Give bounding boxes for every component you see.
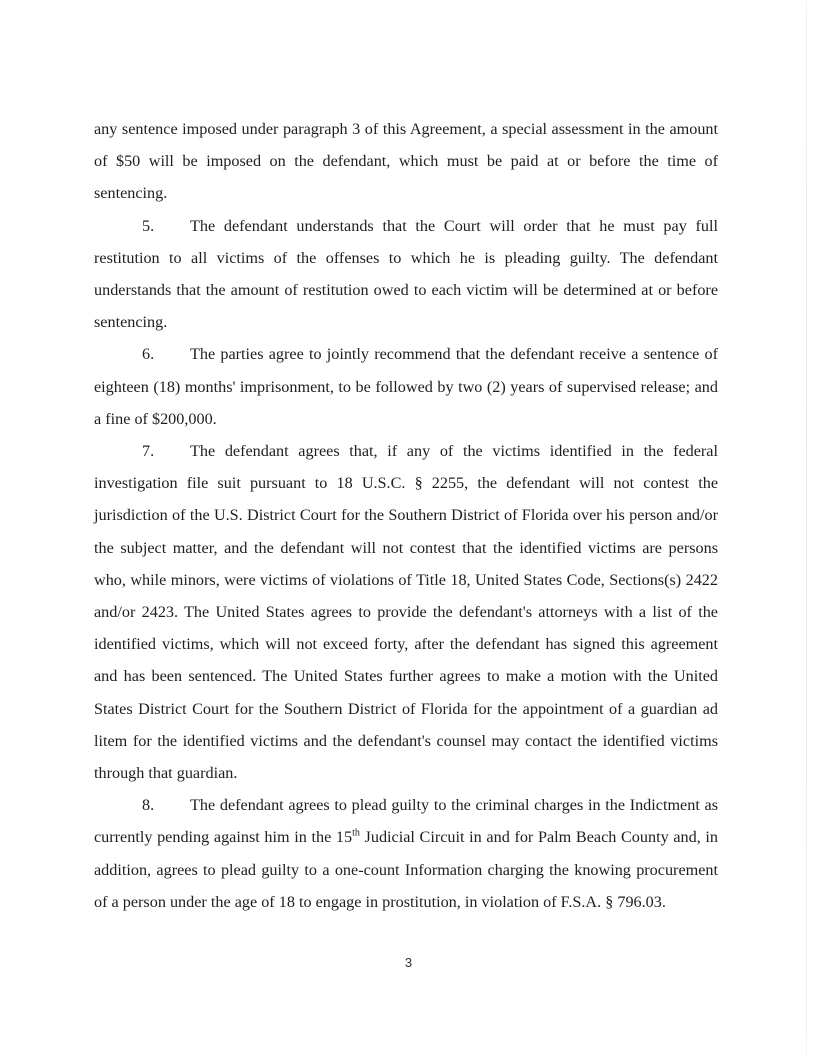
document-body (94, 113, 718, 918)
paragraph-6 (94, 338, 718, 435)
paragraph-text-after-superscript: Judicial Circuit in and for Palm Beach County and, in addition, agrees to plead guilty to a one-count Information charging the knowing procurement of a person under the age of 18 to engage in prostitution, in violation of F.S.A. § 796.03. (94, 828, 718, 911)
paragraph-4-continued (94, 113, 718, 210)
ordinal-superscript: th (352, 828, 360, 840)
paragraph-5 (94, 210, 718, 339)
paragraph-text: The defendant understands that the Court will order that he must pay full restitution to all victims of the offenses to which he is pleading guilty. The defendant understands that the amount of restitution owed to each victim will be determined at or before sentencing. (94, 216, 718, 332)
paragraph-text: any sentence imposed under paragraph 3 of this Agreement, a special assessment in the amount of $50 will be imposed on the defendant, which must be paid at or before the time of sentencing. (94, 120, 718, 203)
page-edge (806, 0, 807, 1056)
paragraph-number: 6. (142, 345, 155, 364)
page-number: 3 (404, 955, 413, 970)
paragraph-number: 5. (142, 216, 155, 235)
paragraph-number: 7. (142, 442, 155, 461)
paragraph-7 (94, 435, 718, 789)
paragraph-text: The defendant agrees that, if any of the victims identified in the federal investigation file suit pursuant to 18 U.S.C. § 2255, the defendant will not contest the jurisdiction of the U.S. District Court for the Southern District of Florida over his person and/or the subject matter, and the defendant will not contest that the identified victims are persons who, while minors, were victims of violations of Title 18, United States Code, Sections(s) 2422 and/or 2423. The United States agrees to provide the defendant's attorneys with a list of the identified victims, which will not exceed forty, after the defendant has signed this agreement and has been sentenced. The United States further agrees to make a motion with the United States District Court for the Southern District of Florida for the appointment of a guardian ad litem for the identified victims and the defendant's counsel may contact the identified victims through that guardian. (94, 442, 718, 783)
paragraph-text: The parties agree to jointly recommend that the defendant receive a sentence of eighteen (18) months' imprisonment, to be followed by two (2) years of supervised release; and a fine of $200,000. (94, 345, 718, 428)
paragraph-8 (94, 789, 718, 918)
paragraph-number: 8. (142, 796, 155, 815)
paragraph-text-before-superscript: The defendant agrees to plead guilty to the criminal charges in the Indictment as currently pending against him in the 15 (94, 796, 718, 847)
